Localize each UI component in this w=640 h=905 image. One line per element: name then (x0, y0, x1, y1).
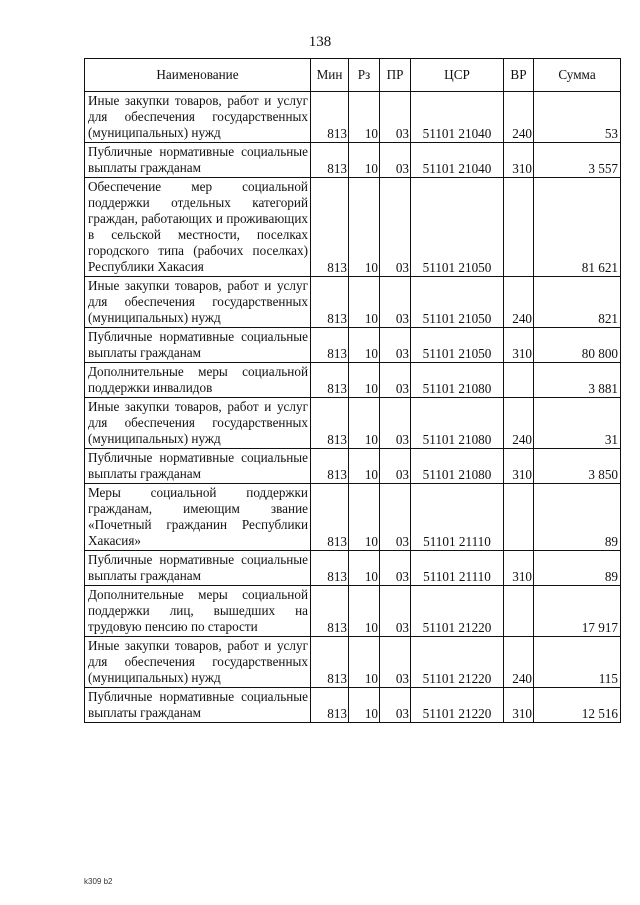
cell-vr: 240 (504, 398, 534, 449)
cell-sum: 17 917 (534, 586, 621, 637)
budget-table (84, 58, 621, 723)
table-row (85, 363, 621, 398)
cell-min: 813 (311, 328, 349, 363)
cell-min: 813 (311, 143, 349, 178)
cell-sum: 53 (534, 92, 621, 143)
cell-name: Меры социальной поддержки гражданам, имеющим звание «Почетный гражданин Республики Хакасия» (85, 484, 311, 551)
cell-rz: 10 (349, 449, 380, 484)
table-row (85, 398, 621, 449)
cell-rz: 10 (349, 484, 380, 551)
cell-csr: 51101 21080 (411, 449, 504, 484)
cell-pr: 03 (380, 688, 411, 723)
cell-vr: 310 (504, 143, 534, 178)
table-row (85, 484, 621, 551)
header-min: Мин (311, 59, 349, 92)
cell-min: 813 (311, 551, 349, 586)
cell-csr: 51101 21050 (411, 328, 504, 363)
cell-name: Иные закупки товаров, работ и услуг для обеспечения государственных (муниципальных) нужд (85, 398, 311, 449)
page-number: 138 (308, 34, 332, 50)
cell-name: Дополнительные меры социальной поддержки лиц, вышедших на трудовую пенсию по старости (85, 586, 311, 637)
cell-name: Публичные нормативные социальные выплаты гражданам (85, 449, 311, 484)
cell-sum: 81 621 (534, 178, 621, 277)
cell-rz: 10 (349, 277, 380, 328)
cell-vr (504, 363, 534, 398)
cell-vr: 310 (504, 449, 534, 484)
table-header-row (85, 59, 621, 92)
cell-min: 813 (311, 586, 349, 637)
footer-code: k309 b2 (84, 877, 113, 886)
cell-pr: 03 (380, 178, 411, 277)
cell-sum: 3 557 (534, 143, 621, 178)
table-row (85, 688, 621, 723)
cell-rz: 10 (349, 143, 380, 178)
cell-pr: 03 (380, 586, 411, 637)
header-csr: ЦСР (411, 59, 504, 92)
cell-csr: 51101 21080 (411, 398, 504, 449)
cell-pr: 03 (380, 92, 411, 143)
cell-csr: 51101 21040 (411, 143, 504, 178)
table-row (85, 178, 621, 277)
table-row (85, 637, 621, 688)
table-row (85, 328, 621, 363)
cell-pr: 03 (380, 551, 411, 586)
cell-csr: 51101 21220 (411, 688, 504, 723)
cell-pr: 03 (380, 449, 411, 484)
cell-vr: 240 (504, 277, 534, 328)
table-row (85, 92, 621, 143)
cell-rz: 10 (349, 398, 380, 449)
cell-vr (504, 484, 534, 551)
header-name: Наименование (85, 59, 311, 92)
cell-sum: 89 (534, 484, 621, 551)
cell-rz: 10 (349, 92, 380, 143)
cell-name: Публичные нормативные социальные выплаты гражданам (85, 143, 311, 178)
cell-name: Дополнительные меры социальной поддержки инвалидов (85, 363, 311, 398)
cell-name: Иные закупки товаров, работ и услуг для обеспечения государственных (муниципальных) нужд (85, 637, 311, 688)
table-row (85, 586, 621, 637)
cell-min: 813 (311, 92, 349, 143)
cell-pr: 03 (380, 637, 411, 688)
cell-min: 813 (311, 484, 349, 551)
header-sum: Сумма (534, 59, 621, 92)
cell-pr: 03 (380, 398, 411, 449)
cell-csr: 51101 21220 (411, 637, 504, 688)
cell-name: Публичные нормативные социальные выплаты гражданам (85, 551, 311, 586)
cell-vr: 310 (504, 328, 534, 363)
table-row (85, 277, 621, 328)
cell-csr: 51101 21110 (411, 484, 504, 551)
cell-min: 813 (311, 363, 349, 398)
cell-rz: 10 (349, 586, 380, 637)
table-row (85, 449, 621, 484)
cell-rz: 10 (349, 688, 380, 723)
cell-name: Публичные нормативные социальные выплаты гражданам (85, 688, 311, 723)
cell-rz: 10 (349, 328, 380, 363)
cell-pr: 03 (380, 328, 411, 363)
cell-min: 813 (311, 688, 349, 723)
cell-name: Публичные нормативные социальные выплаты гражданам (85, 328, 311, 363)
cell-csr: 51101 21050 (411, 178, 504, 277)
cell-sum: 80 800 (534, 328, 621, 363)
cell-min: 813 (311, 178, 349, 277)
cell-csr: 51101 21040 (411, 92, 504, 143)
cell-pr: 03 (380, 277, 411, 328)
cell-min: 813 (311, 398, 349, 449)
cell-rz: 10 (349, 551, 380, 586)
cell-min: 813 (311, 449, 349, 484)
cell-pr: 03 (380, 484, 411, 551)
cell-name: Обеспечение мер социальной поддержки отдельных категорий граждан, работающих и проживающих в сельской местности, поселках городского типа (рабочих поселках) Республики Хакасия (85, 178, 311, 277)
cell-min: 813 (311, 277, 349, 328)
cell-sum: 89 (534, 551, 621, 586)
cell-pr: 03 (380, 363, 411, 398)
header-vr: ВР (504, 59, 534, 92)
cell-sum: 821 (534, 277, 621, 328)
cell-sum: 31 (534, 398, 621, 449)
header-rz: Рз (349, 59, 380, 92)
cell-vr (504, 178, 534, 277)
table-row (85, 551, 621, 586)
cell-vr: 310 (504, 688, 534, 723)
cell-rz: 10 (349, 363, 380, 398)
cell-csr: 51101 21080 (411, 363, 504, 398)
cell-vr (504, 586, 534, 637)
cell-name: Иные закупки товаров, работ и услуг для обеспечения государственных (муниципальных) нужд (85, 92, 311, 143)
cell-csr: 51101 21050 (411, 277, 504, 328)
cell-vr: 310 (504, 551, 534, 586)
cell-sum: 3 881 (534, 363, 621, 398)
cell-vr: 240 (504, 92, 534, 143)
cell-vr: 240 (504, 637, 534, 688)
cell-rz: 10 (349, 637, 380, 688)
header-pr: ПР (380, 59, 411, 92)
table-row (85, 143, 621, 178)
cell-rz: 10 (349, 178, 380, 277)
cell-csr: 51101 21110 (411, 551, 504, 586)
cell-sum: 12 516 (534, 688, 621, 723)
cell-csr: 51101 21220 (411, 586, 504, 637)
cell-pr: 03 (380, 143, 411, 178)
cell-sum: 3 850 (534, 449, 621, 484)
cell-sum: 115 (534, 637, 621, 688)
cell-min: 813 (311, 637, 349, 688)
cell-name: Иные закупки товаров, работ и услуг для обеспечения государственных (муниципальных) нужд (85, 277, 311, 328)
